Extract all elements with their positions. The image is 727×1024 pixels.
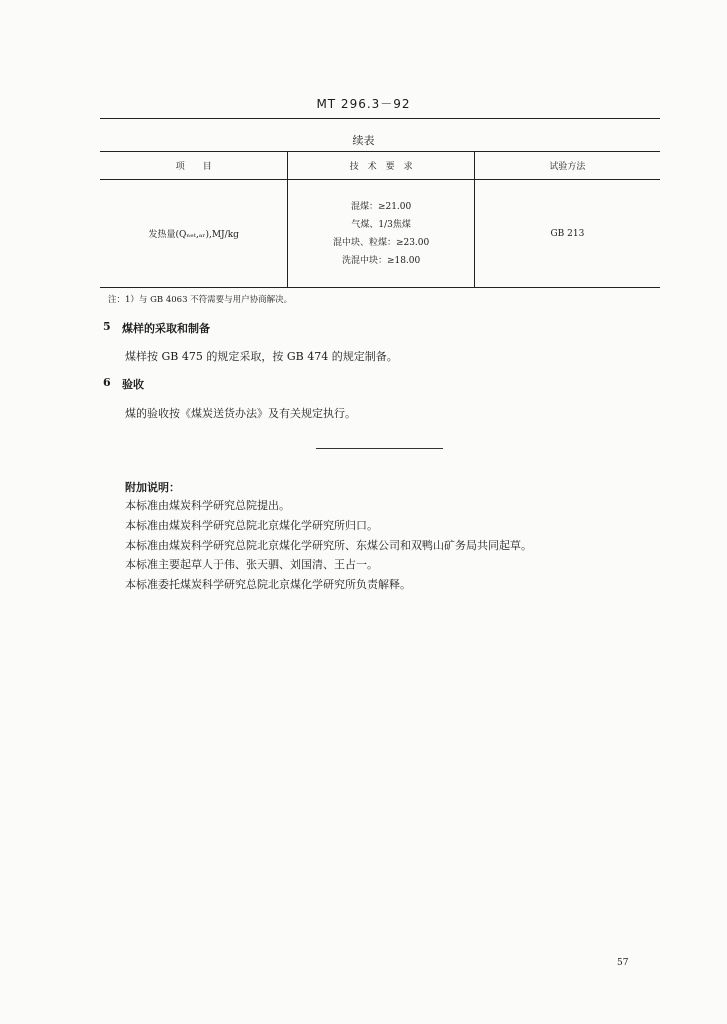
column-header-method: 试验方法 [474,152,660,180]
additional-line: 本标准由煤炭科学研究总院北京煤化学研究所归口。 [125,519,378,532]
column-header-item: 项 目 [100,152,288,180]
additional-line: 本标准由煤炭科学研究总院北京煤化学研究所、东煤公司和双鸭山矿务局共同起草。 [125,539,532,552]
requirement-line: 洗混中块：≥18.00 [341,255,421,266]
spec-table [100,151,660,288]
section-5-title: 煤样的采取和制备 [122,322,210,335]
requirement-line: 混中块、粒煤：≥23.00 [332,237,430,248]
requirement-line: 气煤、1/3焦煤 [351,219,411,230]
section-6-number: 6 [103,376,111,389]
section-5-number: 5 [103,320,111,333]
cell-requirements [288,180,474,288]
additional-line: 本标准委托煤炭科学研究总院北京煤化学研究所负责解释。 [125,578,411,591]
header-rule [100,118,660,119]
column-header-requirements: 技 术 要 求 [288,152,474,180]
standard-code: MT 296.3－92 [316,97,411,111]
additional-heading: 附加说明： [125,481,180,494]
requirement-line: 混煤：≥21.00 [350,201,412,212]
section-5-text: 煤样按 GB 475 的规定采取，按 GB 474 的规定制备。 [125,350,398,363]
table-note: 注：1）与 GB 4063 不符需要与用户协商解决。 [108,295,293,305]
table-header-row [100,152,660,180]
continued-label: 续表 [352,134,375,147]
section-6-title: 验收 [122,378,144,391]
table-row [100,180,660,288]
cell-method: GB 213 [474,180,660,288]
additional-line: 本标准由煤炭科学研究总院提出。 [125,499,290,512]
cell-item: 发热量(Qₙₑₜ,ₐᵣ),MJ/kg [100,180,288,288]
page-number: 57 [617,958,629,968]
end-rule [316,448,443,449]
section-6-text: 煤的验收按《煤炭送货办法》及有关规定执行。 [125,407,356,420]
additional-line: 本标准主要起草人于伟、张天驷、刘国清、王占一。 [125,558,378,571]
